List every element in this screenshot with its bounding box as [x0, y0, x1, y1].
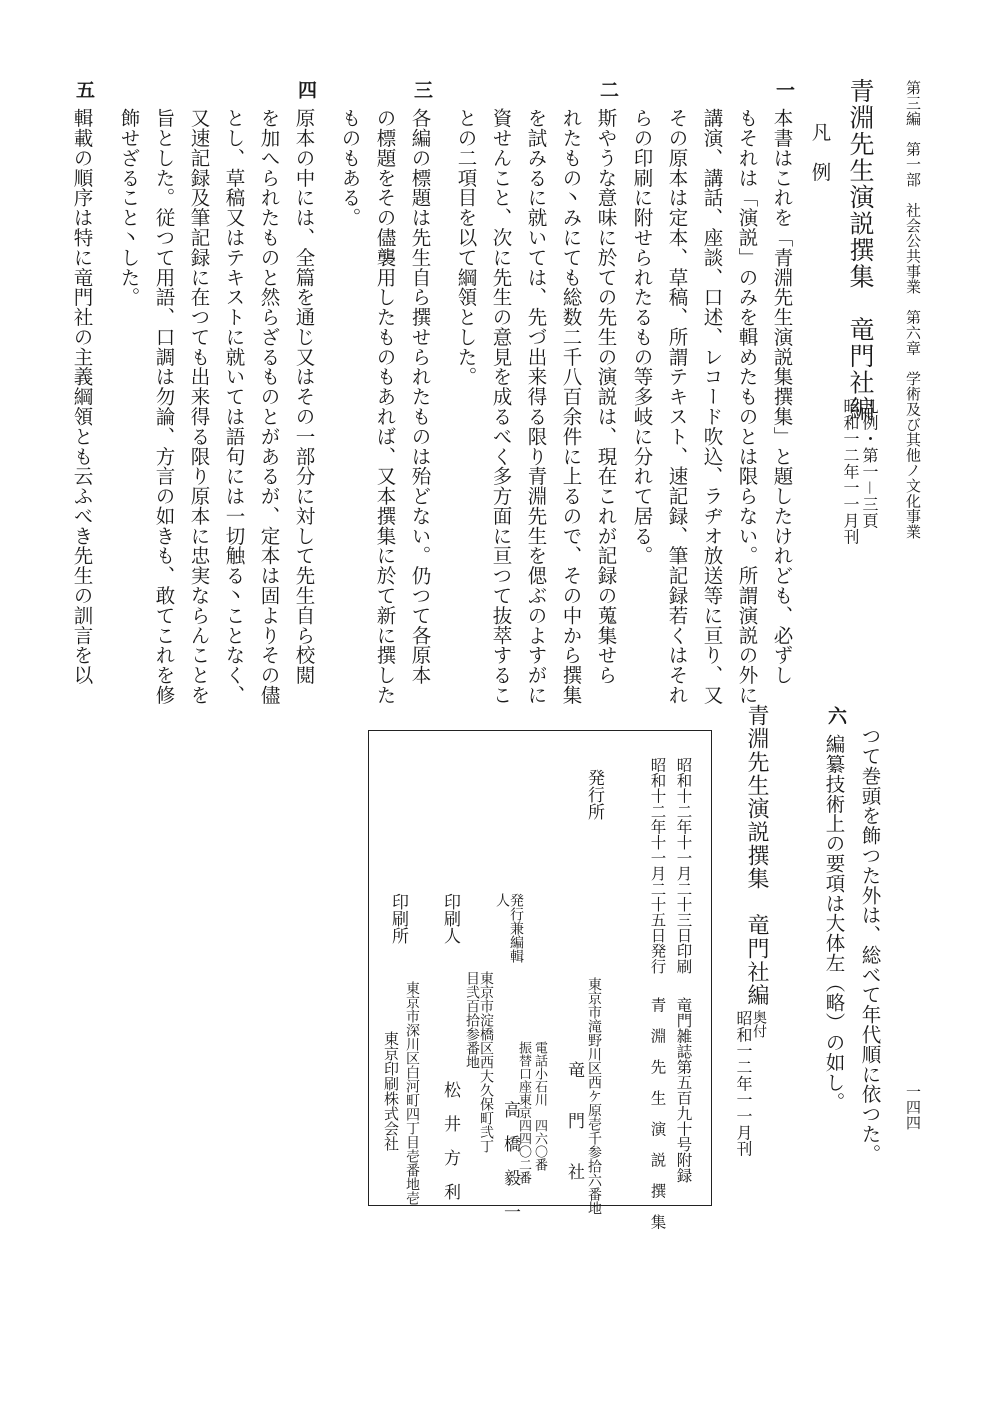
item-2-line-5: との二項目を以て綱領とした。	[454, 108, 478, 387]
print-date: 昭和十二年十一月二十三日印刷	[674, 757, 693, 974]
editor-name: 高 橋 毅 一	[500, 1101, 520, 1220]
series-name: 竜門雑誌第五百九十号附録	[674, 997, 693, 1183]
item-mark-3: 三	[411, 80, 433, 100]
item-1-line-5: らの印刷に附せられたるもの等多岐に分れて居る。	[630, 108, 654, 566]
item-mark-1: 一	[773, 80, 795, 100]
item-mark-6: 六	[825, 706, 847, 726]
item-mark-2: 二	[597, 80, 619, 100]
book-title: 青 淵 先 生 演 説 撰 集	[648, 997, 667, 1230]
second-title: 青淵先生演説撰集 竜門社編	[744, 704, 769, 1008]
publisher-label: 発行所	[584, 769, 604, 820]
source-note-2: 昭和一二年一一月刊	[841, 398, 860, 545]
item-4-line-1: 原本の中には、全篇を通じ又はその一部分に対して先生自ら校閲	[292, 108, 316, 685]
item-5-continuation: つて巻頭を飾つた外は、総べて年代順に依つた。	[858, 726, 882, 1164]
publish-date: 昭和十二年十一月二十五日発行	[648, 757, 667, 974]
publisher-phone: 電話小石川 四六〇番	[532, 1041, 547, 1171]
colophon-box	[368, 730, 712, 1230]
item-3-line-3: ものもある。	[338, 108, 362, 228]
item-1-line-4: その原本は定本、草稿、所謂テキスト、速記録、筆記録若くはそれ	[665, 108, 689, 705]
document-title: 青淵先生演説撰集 竜門社編	[846, 78, 875, 423]
publisher-address: 東京市滝野川区西ケ原壱千参拾六番地	[586, 977, 602, 1215]
item-3-line-1: 各編の標題は先生自ら撰せられたものは殆どない。仍つて各原本	[408, 108, 432, 685]
item-4-line-2: を加へられたものと然らざるものとがあるが、定本は固よりその儘	[257, 108, 281, 705]
printshop-label: 印刷所	[388, 893, 408, 944]
item-4-line-3: とし、草稿又はテキストに就いては語句には一切触る丶ことなく、	[222, 108, 246, 705]
second-note-1: 奥付	[751, 1010, 767, 1039]
section-title: 凡 例	[808, 122, 832, 182]
item-2-line-3: を試みるに就いては、先づ出来得る限り青淵先生を偲ぶのよすがに	[524, 108, 548, 705]
item-1-line-1: 本書はこれを「青淵先生演説集撰集」と題したけれども、必ずし	[770, 108, 794, 685]
item-1-line-2: もそれは「演説」のみを輯めたものとは限らない。所謂演説の外に	[735, 108, 759, 705]
item-4-line-5: 旨とした。従つて用語、口調は勿論、方言の如きも、敢てこれを修	[152, 108, 176, 705]
item-2-line-4: 資せんこと、次に先生の意見を成るべく多方面に亘つて抜萃するこ	[489, 108, 513, 705]
publisher-name: 竜 門 社	[564, 1061, 584, 1180]
item-mark-5: 五	[73, 80, 95, 100]
item-1-line-3: 講演、講話、座談、口述、レコード吹込、ラヂオ放送等に亘り、又	[700, 108, 724, 705]
item-mark-4: 四	[295, 80, 317, 100]
item-4-line-4: 又速記録及筆記録に在つても出来得る限り原本に忠実ならんことを	[187, 108, 211, 705]
source-note-1: 凡例・第一－三頁	[860, 398, 879, 529]
printshop-name: 東京印刷株式会社	[382, 1031, 400, 1151]
running-head: 第三編 第一部 社会公共事業 第六章 学術及び其他ノ文化事業	[904, 80, 922, 539]
item-4-line-6: 飾せざること丶した。	[117, 108, 141, 307]
printer-name: 松 井 方 利	[440, 1081, 460, 1200]
publisher-account: 振替口座東京四四〇二番	[516, 1041, 531, 1184]
item-2-line-1: 斯やうな意味に於ての先生の演説は、現在これが記録の蒐集せら	[594, 108, 618, 685]
editor-address: 東京市淀橋区西大久保町弐丁目弐百拾参番地	[464, 971, 494, 1153]
item-6-line-1: 編纂技術上の要項は大体左（略）の如し。	[822, 734, 846, 1112]
printer-label: 印刷人	[440, 893, 460, 944]
second-note-2: 昭和一二年一一月刊	[734, 1010, 753, 1157]
editor-label: 発行兼編輯人	[494, 893, 524, 963]
page-number: 一四四	[904, 1084, 922, 1130]
item-5-line-1: 輯載の順序は特に竜門社の主義綱領とも云ふべき先生の訓言を以	[70, 108, 94, 685]
printshop-address: 東京市深川区白河町四丁目壱番地壱	[404, 981, 420, 1205]
item-2-line-2: れたもの丶みにても総数二千八百余件に上るので、その中から撰集	[559, 108, 583, 705]
item-3-line-2: の標題をその儘襲用したものもあれば、又本撰集に於て新に撰した	[373, 108, 397, 705]
